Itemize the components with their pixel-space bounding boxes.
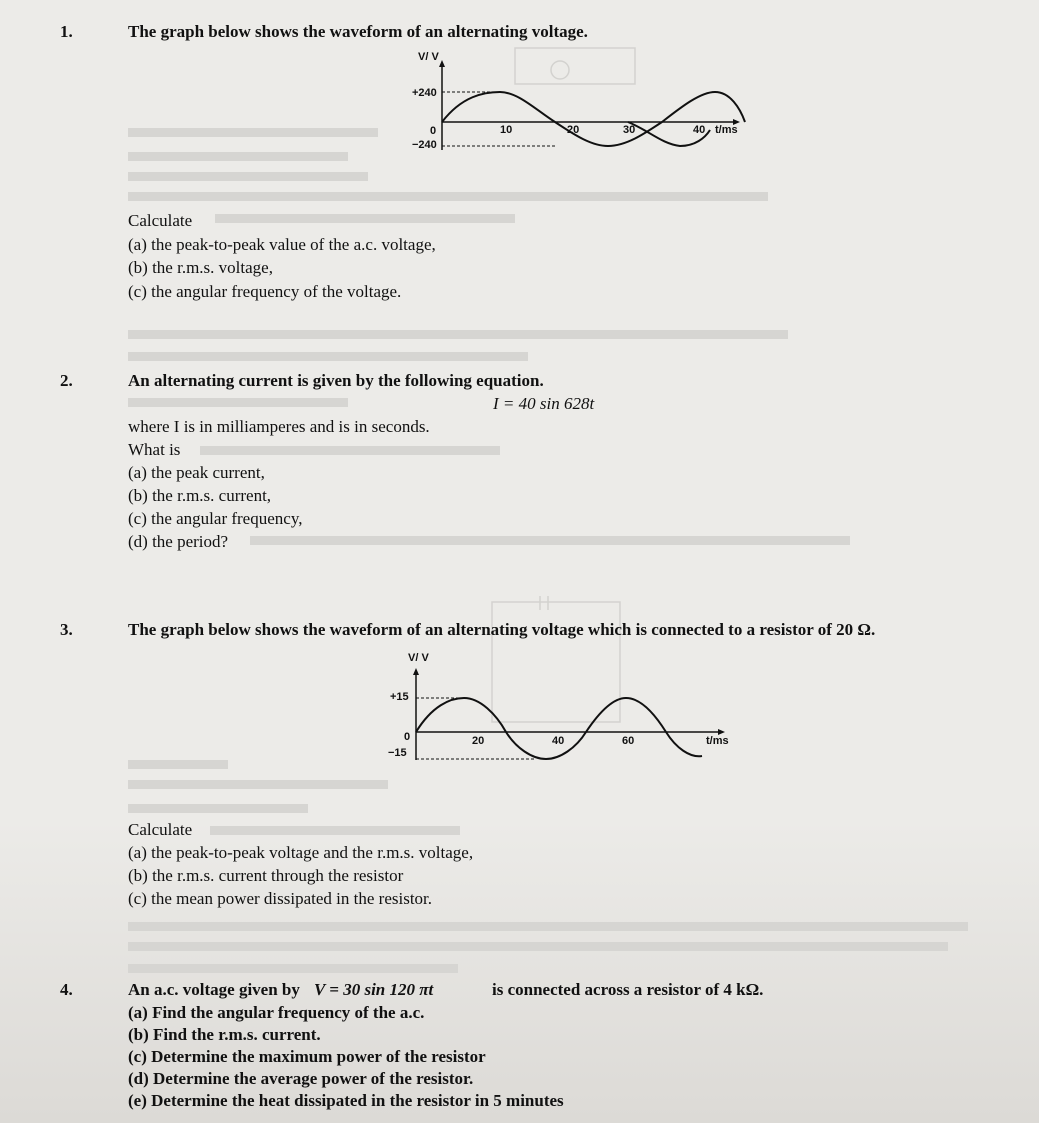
graph-1-y-pos-label: +240 xyxy=(412,87,437,99)
question-2-equation: I = 40 sin 628t xyxy=(493,394,595,413)
question-2-part-a: (a) the peak current, xyxy=(128,463,265,482)
question-1-part-a: (a) the peak-to-peak value of the a.c. voltage, xyxy=(128,235,436,254)
question-4-part-d: (d) Determine the average power of the resistor. xyxy=(128,1069,474,1088)
graph-1-y-zero-label: 0 xyxy=(430,125,437,137)
graph-3-y-axis-label: V/ V xyxy=(408,652,429,664)
question-1-graph xyxy=(400,50,740,160)
graph-3-x-tick-60: 60 xyxy=(622,735,635,747)
question-1-stem: The graph below shows the waveform of an alternating voltage. xyxy=(128,22,588,41)
question-3-graph xyxy=(380,648,760,763)
question-4-part-a: (a) Find the angular frequency of the a.c. xyxy=(128,1003,425,1022)
graph-1-y-axis-label: V/ V xyxy=(418,51,439,63)
question-4-stem-post: is connected across a resistor of 4 kΩ. xyxy=(492,980,764,999)
question-2-lead: What is xyxy=(128,440,181,459)
graph-3-waveform xyxy=(416,698,702,759)
graph-1-x-tick-20: 20 xyxy=(567,124,580,136)
graph-3-x-tick-40: 40 xyxy=(552,735,565,747)
graph-3-x-axis-label: t/ms xyxy=(706,735,729,747)
question-4-equation: V = 30 sin 120 πt xyxy=(314,980,434,999)
question-2-part-c: (c) the angular frequency, xyxy=(128,509,303,528)
graph-1-x-tick-40: 40 xyxy=(693,124,706,136)
question-1-part-b: (b) the r.m.s. voltage, xyxy=(128,258,273,277)
question-1-lead: Calculate xyxy=(128,211,193,230)
question-2-line2: where I is in milliamperes and is in seconds. xyxy=(128,417,430,436)
graph-1-x-tick-10: 10 xyxy=(500,124,513,136)
question-3-part-c: (c) the mean power dissipated in the resistor. xyxy=(128,889,433,908)
graph-1-x-axis-label: t/ms xyxy=(715,124,738,136)
question-4-number: 4. xyxy=(60,980,73,999)
graph-3-y-neg-label: −15 xyxy=(388,747,407,759)
question-1-number: 1. xyxy=(60,22,73,41)
graph-1-x-tick-30: 30 xyxy=(623,124,636,136)
graph-3-x-tick-20: 20 xyxy=(472,735,485,747)
question-3-number: 3. xyxy=(60,620,73,639)
graph-3-y-zero-label: 0 xyxy=(404,731,411,743)
question-2-number: 2. xyxy=(60,371,73,390)
question-2-part-b: (b) the r.m.s. current, xyxy=(128,486,272,505)
graph-3-y-pos-label: +15 xyxy=(390,691,409,703)
question-3-stem: The graph below shows the waveform of an alternating voltage which is connected to a resistor of 20 Ω. xyxy=(128,620,876,639)
question-3-part-b: (b) the r.m.s. current through the resistor xyxy=(128,866,404,885)
question-2-part-d: (d) the period? xyxy=(128,532,229,551)
question-4-part-e: (e) Determine the heat dissipated in the resistor in 5 minutes xyxy=(128,1091,564,1110)
graph-1-y-neg-label: −240 xyxy=(412,139,437,151)
question-3-lead: Calculate xyxy=(128,820,193,839)
question-3-part-a: (a) the peak-to-peak voltage and the r.m.s. voltage, xyxy=(128,843,474,862)
question-2-stem: An alternating current is given by the following equation. xyxy=(128,371,544,390)
question-4-stem-pre: An a.c. voltage given by xyxy=(128,980,300,999)
question-4-part-c: (c) Determine the maximum power of the resistor xyxy=(128,1047,486,1066)
question-1-part-c: (c) the angular frequency of the voltage. xyxy=(128,282,402,301)
question-4-part-b: (b) Find the r.m.s. current. xyxy=(128,1025,321,1044)
